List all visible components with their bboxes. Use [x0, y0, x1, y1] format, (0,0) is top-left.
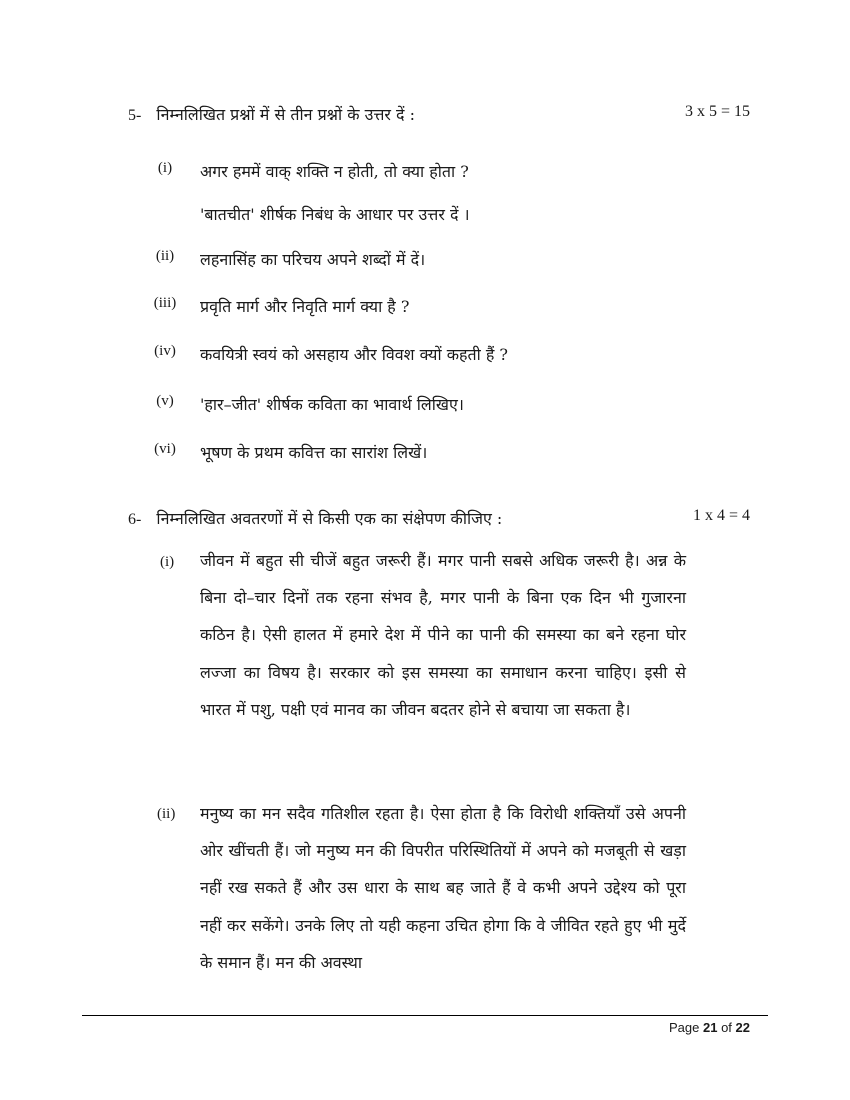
item-text: प्रवृति मार्ग और निवृति मार्ग क्या है ? — [200, 297, 410, 316]
page-label: Page — [668, 1020, 700, 1035]
item-text: लहनासिंह का परिचय अपने शब्दों में दें। — [200, 250, 426, 269]
passage-number: (ii) — [157, 806, 176, 822]
item-number: (vi) — [154, 441, 176, 457]
total-pages: 22 — [735, 1020, 750, 1035]
question-5-heading — [128, 103, 750, 125]
footer-divider — [82, 1015, 768, 1016]
passage-number: (i) — [160, 554, 175, 570]
question-number: 6- — [128, 511, 142, 528]
item-number: (iv) — [154, 343, 176, 359]
marks-label: 1 x 4 = 4 — [692, 507, 750, 524]
current-page: 21 — [702, 1020, 718, 1035]
passage-text: मनुष्य का मन सदैव गतिशील रहता है। ऐसा होता है कि विरोधी शक्तियाँ उसे अपनी ओर खींचती हैं। जो मनुष्य मन की विपरीत परिस्थितियों में अपने को मजबूती से खड़ा नहीं रख सकते हैं और उस धारा के साथ बह जाते हैं वे कभी अपने उद्देश्य को पूरा नहीं कर सकेंगे। उनके लिए तो यही कहना उचित होगा कि वे जीवित रहते हुए भी मुर्दे के समान हैं। मन की अवस्था — [200, 804, 686, 972]
marks-label: 3 x 5 = 15 — [684, 103, 750, 120]
item-text: कवयित्री स्वयं को असहाय और विवश क्यों कहती हैं ? — [200, 345, 508, 364]
item-number: (v) — [156, 393, 174, 409]
passage-text: जीवन में बहुत सी चीजें बहुत जरूरी हैं। मगर पानी सबसे अधिक जरूरी है। अन्न के बिना दो–चार दिनों तक रहना संभव है, मगर पानी के बिना एक दिन भी गुजारना कठिन है। ऐसी हालत में हमारे देश में पीने का पानी की समस्या का बने रहना घोर लज्जा का विषय है। सरकार को इस समस्या का समाधान करना चाहिए। इसी से भारत में पशु, पक्षी एवं मानव का जीवन बदतर होने से बचाया जा सकता है। — [200, 551, 686, 719]
item-text: 'हार–जीत' शीर्षक कविता का भावार्थ लिखिए। — [200, 395, 464, 414]
question-number: 5- — [128, 107, 142, 124]
item-text: अगर हममें वाक् शक्ति न होती, तो क्या होता ? — [200, 162, 469, 181]
item-text: भूषण के प्रथम कवित्त का सारांश लिखें। — [200, 443, 428, 462]
item-text: 'बातचीत' शीर्षक निबंध के आधार पर उत्तर दें । — [200, 205, 470, 224]
item-number: (i) — [157, 160, 173, 176]
question-6-heading — [128, 507, 750, 529]
question-instruction: निम्नलिखित अवतरणों में से किसी एक का संक्षेपण कीजिए : — [156, 509, 503, 528]
item-number: (iii) — [153, 295, 177, 311]
page-footer — [669, 1020, 750, 1035]
question-instruction: निम्नलिखित प्रश्नों में से तीन प्रश्नों के उत्तर दें : — [156, 105, 416, 124]
item-number: (ii) — [155, 248, 175, 264]
of-label: of — [721, 1020, 732, 1035]
